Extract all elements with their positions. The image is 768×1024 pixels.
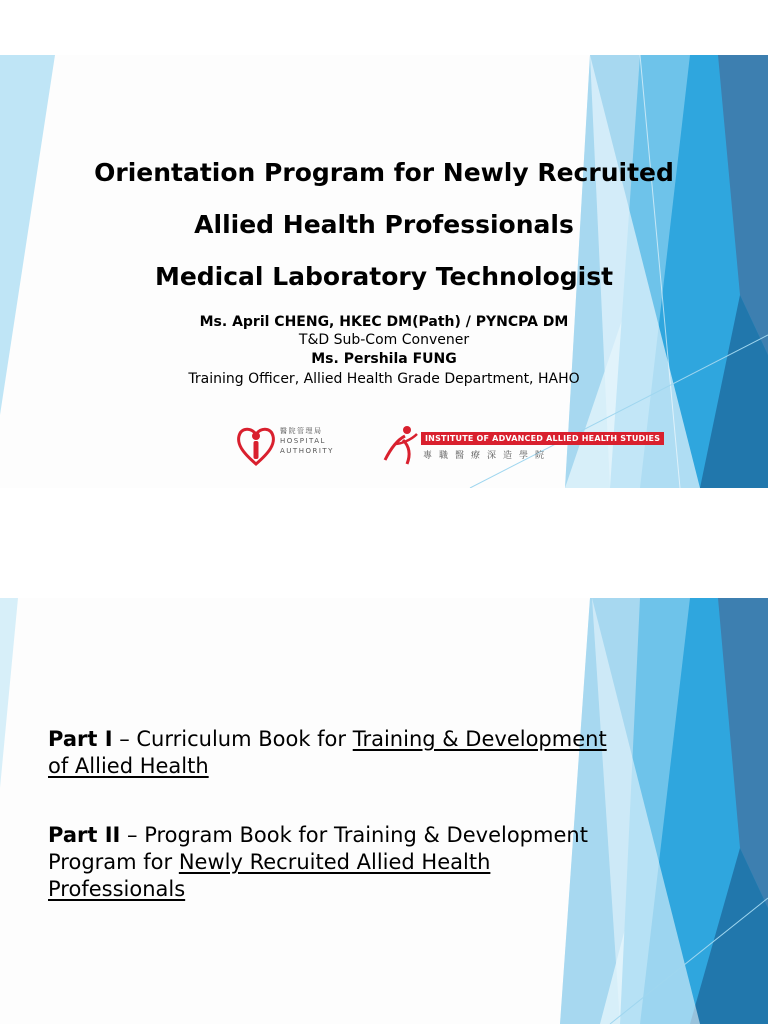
slide-background-decoration [0, 598, 768, 1024]
ha-english-line-1: HOSPITAL [280, 437, 326, 445]
part-2-paragraph [48, 822, 608, 903]
contents-slide [0, 598, 768, 1024]
iaahs-english-name: INSTITUTE OF ADVANCED ALLIED HEALTH STUDIES [421, 432, 664, 445]
presenter-1-role: T&D Sub-Com Convener [298, 332, 470, 348]
iaahs-logo [381, 424, 661, 466]
ha-chinese-name: 醫院管理局 [280, 427, 323, 435]
part-2-text: – Program Book for Training & Development Program for [48, 823, 588, 874]
title-slide [0, 55, 768, 488]
presenter-2-name: Ms. Pershila FUNG [311, 351, 457, 367]
slide-title-line-2: Allied Health Professionals [194, 210, 574, 239]
presenter-2-role: Training Officer, Allied Health Grade Department, HAHO [188, 371, 580, 387]
part-1-link[interactable]: Training & Development of Allied Health [48, 727, 607, 778]
part-1-label: Part I [48, 727, 113, 751]
part-1-text: – Curriculum Book for [112, 727, 353, 751]
hospital-authority-emblem-icon [236, 424, 276, 466]
part-2-label: Part II [48, 823, 121, 847]
iaahs-figure-icon [381, 424, 421, 466]
hospital-authority-logo [236, 424, 336, 466]
slide-title-line-3: Medical Laboratory Technologist [154, 262, 614, 291]
part-1-paragraph [48, 726, 608, 780]
part-2-link[interactable]: Newly Recruited Allied Health Professionals [48, 850, 491, 901]
iaahs-chinese-name: 專職醫療深造學院 [423, 451, 552, 461]
presenter-1-name: Ms. April CHENG, HKEC DM(Path) / PYNCPA DM [199, 314, 569, 330]
slide-title-line-1: Orientation Program for Newly Recruited [94, 158, 674, 187]
ha-english-line-2: AUTHORITY [280, 447, 334, 455]
